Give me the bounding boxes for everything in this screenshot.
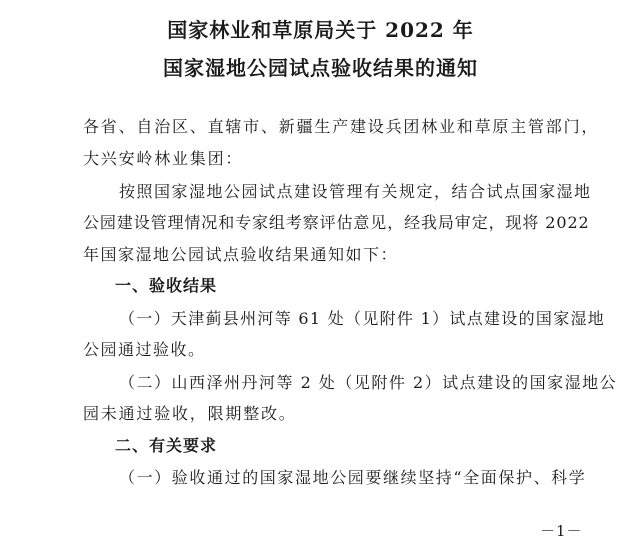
item-2-line-2: 园未通过验收，限期整改。 (83, 404, 297, 423)
item-2-line-1: （二）山西泽州丹河等 2 处（见附件 2）试点建设的国家湿地公 (119, 373, 618, 392)
paragraph-1-line-1: 按照国家湿地公园试点建设管理有关规定，结合试点国家湿地 (119, 182, 592, 201)
document-title-line-1: 国家林业和草原局关于 2022 年 (167, 18, 474, 42)
paragraph-1-line-2: 公园建设管理情况和专家组考察评估意见，经我局审定，现将 2022 (83, 213, 590, 232)
salutation-line-1: 各省、自治区、直辖市、新疆生产建设兵团林业和草原主管部门， (83, 117, 600, 136)
salutation-line-2: 大兴安岭林业集团： (83, 149, 244, 168)
item-1-line-2: 公园通过验收。 (83, 340, 206, 359)
item-3-line-1: （一）验收通过的国家湿地公园要继续坚持“全面保护、科学 (119, 468, 587, 487)
section-heading-2: 二、有关要求 (115, 436, 218, 455)
item-1-line-1: （一）天津蓟县州河等 61 处（见附件 1）试点建设的国家湿地 (119, 309, 606, 328)
section-heading-1: 一、验收结果 (115, 276, 218, 295)
document-title-line-2: 国家湿地公园试点验收结果的通知 (163, 56, 478, 80)
page-number: －1－ (540, 522, 583, 540)
paragraph-1-line-3: 年国家湿地公园试点验收结果通知如下： (83, 245, 399, 264)
